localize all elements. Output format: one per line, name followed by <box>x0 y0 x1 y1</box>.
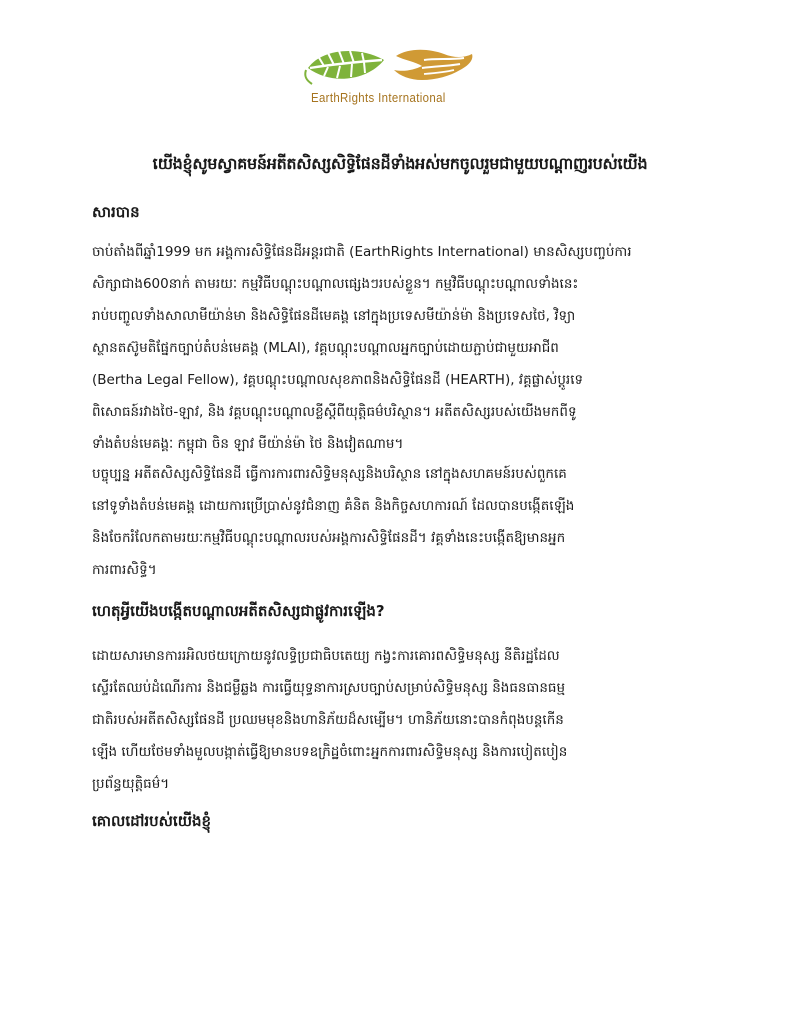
earthrights-logo <box>300 40 490 112</box>
logo-wordmark: EarthRights International <box>310 90 446 105</box>
paragraph-line: ជាតិរបស់អតីតសិស្សផែនដី ប្រឈមមុខនិងហានិភ័យដ៏សម្បើម។ ហានិភ័យនោះបានកំពុងបន្តកើន <box>92 712 564 728</box>
leaf-hand-icon <box>304 46 476 92</box>
paragraph-line: ការពារសិទ្ធិ។ <box>92 562 157 578</box>
paragraph-line: និងចែករំលែកតាមរយៈកម្មវិធីបណ្តុះបណ្តាលរបស់អង្គការសិទ្ធិផែនដី។ វគ្គទាំងនេះបង្កើតឱ្យមានអ្នក <box>92 530 566 546</box>
paragraph-line: បច្ចុប្បន្ន អតីតសិស្សសិទ្ធិផែនដី ធ្វើការការពារសិទ្ធិមនុស្សនិងបរិស្ថាន នៅក្នុងសហគមន៍របស់ពួកគេ <box>92 466 567 482</box>
paragraph-line: ស្ថានតស៊ូមតិផ្នែកច្បាប់តំបន់មេគង្គ (MLAI), វគ្គបណ្តុះបណ្តាលអ្នកច្បាប់ដោយភ្ជាប់ជាមួយអាជីព <box>92 340 559 356</box>
paragraph-line: ឡើង ហើយថែមទាំងមួលបង្កាត់ធ្វើឱ្យមានបទឧក្រិដ្ឋចំពោះអ្នកការពារសិទ្ធិមនុស្ស និងការបៀតបៀន <box>92 744 568 760</box>
paragraph-why <box>92 640 702 800</box>
section-title-goals: គោលដៅរបស់យើងខ្ញុំ <box>92 812 212 830</box>
paragraph-line: ដោយសារមានការរអិលថយក្រោយនូវលទ្ធិប្រជាធិបតេយ្យ កង្វះការគោរពសិទ្ធិមនុស្ស នីតិរដ្ឋដែល <box>92 648 560 664</box>
paragraph-overview <box>92 236 702 460</box>
paragraph-line: នៅទូទាំងតំបន់មេគង្គ ដោយការប្រើប្រាស់នូវជំនាញ គំនិត និងកិច្ចសហការណ៍ ដែលបានបង្កើតឡើង <box>92 498 575 514</box>
section-title-overview: សារបាន <box>92 203 140 221</box>
paragraph-line: (Bertha Legal Fellow), វគ្គបណ្តុះបណ្តាលសុខភាពនិងសិទ្ធិផែនដី (HEARTH), វគ្គផ្លាស់ប្តូរទេ <box>92 372 584 388</box>
paragraph-line: រាប់បញ្ចូលទាំងសាលាមីយ៉ាន់មា និងសិទ្ធិផែនដីមេគង្គ នៅក្នុងប្រទេសមីយ៉ាន់ម៉ា និងប្រទេសថៃ, វិទ្យា <box>92 308 576 324</box>
paragraph-line: ពិសោធន៍រវាងថៃ-ឡាវ, និង វគ្គបណ្តុះបណ្តាលខ្លីស្តីពីយុត្តិធម៌បរិស្ថាន។ អតីតសិស្សរបស់យើងមកពីទូ <box>92 404 577 420</box>
section-title-why: ហេតុអ្វីយើងបង្កើតបណ្តាលអតីតសិស្សជាផ្លូវការឡើង? <box>92 602 385 620</box>
paragraph-line: ចាប់តាំងពីឆ្នាំ1999 មក អង្គការសិទ្ធិផែនដីអន្តរជាតិ (EarthRights International) មានសិស្សបញ្ចប់ការ <box>92 244 632 260</box>
paragraph-line: ប្រព័ន្ធយុត្តិធម៌។ <box>92 776 170 792</box>
page-heading: យើងខ្ញុំសូមស្វាគមន៍អតីតសិស្សសិទ្ធិផែនដីទាំងអស់មកចូលរួមជាមួយបណ្តាញរបស់យើង <box>152 154 648 173</box>
paragraph-line: ទាំងតំបន់មេគង្គៈ កម្ពុជា ចិន ឡាវ មីយ៉ាន់ម៉ា ថៃ និងវៀតណាម។ <box>92 436 404 452</box>
paragraph-current-work <box>92 458 702 586</box>
paragraph-line: ស្ទើរតែឈប់ដំណើរការ និងជម្លឺឆ្លង ការធ្វើយុទ្ធនាការស្របច្បាប់សម្រាប់សិទ្ធិមនុស្ស និងធនធានធម្ម <box>92 680 566 696</box>
paragraph-line: សិក្សាជាង600នាក់ តាមរយៈ កម្មវិធីបណ្តុះបណ្តាលផ្សេងៗរបស់ខ្លួន។ កម្មវិធីបណ្តុះបណ្តាលទាំងនេះ <box>92 276 579 292</box>
